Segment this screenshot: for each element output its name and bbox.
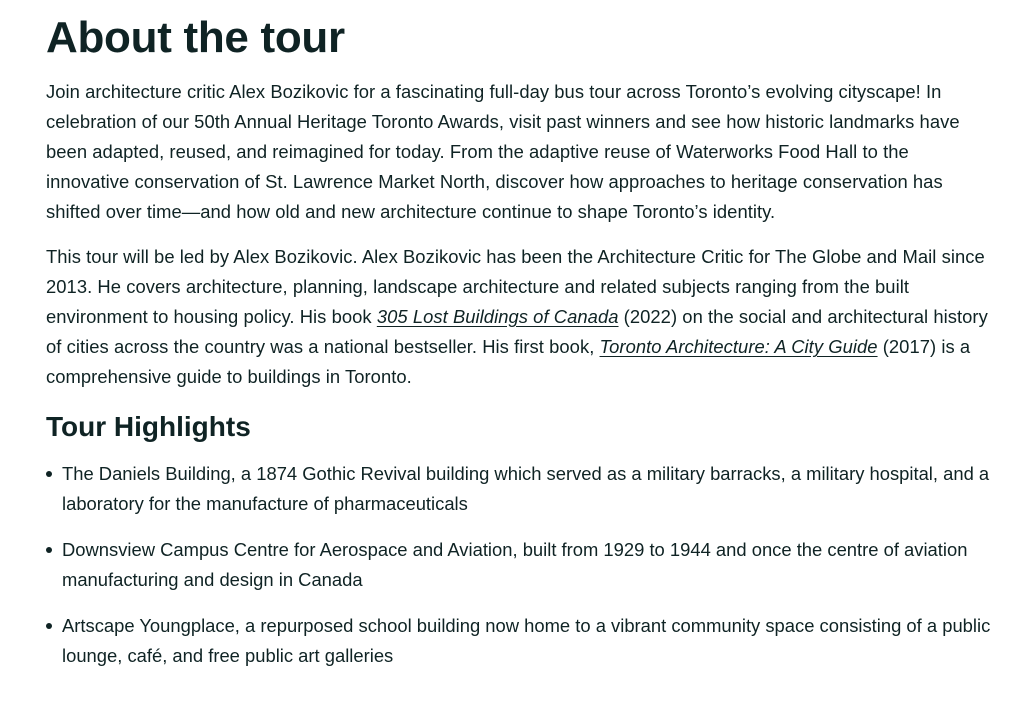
bullet-icon — [46, 623, 52, 629]
list-item — [46, 611, 996, 671]
book-link-toronto-architecture[interactable]: Toronto Architecture: A City Guide — [599, 336, 878, 357]
bio-text-3: (2017) is a comprehensive guide to buildings in Toronto. — [46, 336, 971, 387]
bullet-icon — [46, 547, 52, 553]
main-content — [46, 0, 996, 687]
highlights-list — [46, 459, 996, 671]
intro-paragraph: Join architecture critic Alex Bozikovic for a fascinating full-day bus tour across Toronto’s evolving cityscape! In celebration of our 50th Annual Heritage Toronto Awards, visit past winners and see how historic landmarks have been adapted, reused, and reimagined for today. From the adaptive reuse of Waterworks Food Hall to the innovative conservation of St. Lawrence Market North, discover how approaches to heritage conservation has shifted over time—and how old and new architecture continue to shape Toronto’s identity. — [46, 81, 960, 222]
list-item-text: The Daniels Building, a 1874 Gothic Revival building which served as a military barracks, a military hospital, and a laboratory for the manufacture of pharmaceuticals — [62, 463, 990, 514]
bio-paragraph — [46, 242, 996, 392]
book-link-305-lost-buildings[interactable]: 305 Lost Buildings of Canada — [376, 306, 619, 327]
page-title: About the tour — [46, 13, 345, 62]
bio-text-1: This tour will be led by Alex Bozikovic. Alex Bozikovic has been the Architecture Critic for The Globe and Mail since 2013. He covers architecture, planning, landscape architecture and related subjects ranging from the built environment to housing policy. His book — [46, 246, 985, 327]
list-item-text: Artscape Youngplace, a repurposed school building now home to a vibrant community space consisting of a public lounge, café, and free public art galleries — [62, 615, 991, 666]
list-item-text: Downsview Campus Centre for Aerospace and Aviation, built from 1929 to 1944 and once the centre of aviation manufacturing and design in Canada — [62, 539, 968, 590]
list-item — [46, 535, 996, 595]
list-item — [46, 459, 996, 519]
section-heading-highlights: Tour Highlights — [46, 411, 251, 442]
bio-text-2: (2022) on the social and architectural history of cities across the country was a national bestseller. His first book, — [46, 306, 988, 357]
bullet-icon — [46, 471, 52, 477]
